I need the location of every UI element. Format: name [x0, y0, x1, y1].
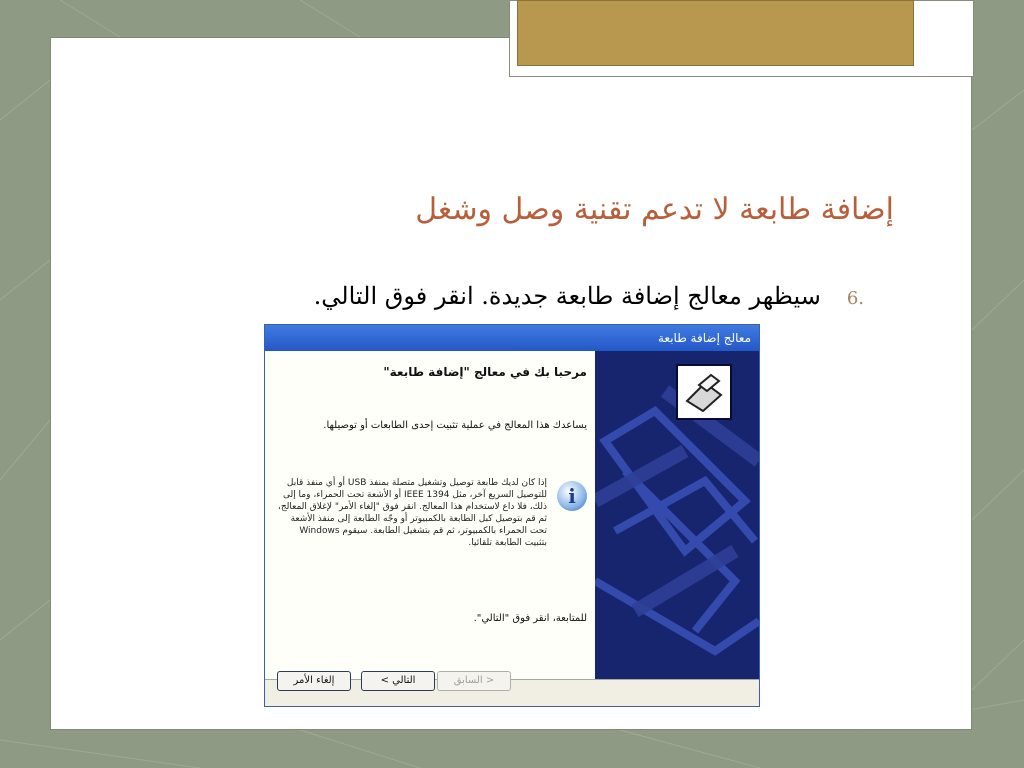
info-icon: i	[557, 481, 587, 511]
wizard-continue-text: للمتابعة، انقر فوق "التالي".	[473, 613, 587, 624]
printer-wizard-icon	[677, 365, 731, 419]
wizard-info-note: إذا كان لديك طابعة توصيل وتشغيل متصلة بمنفذ USB أو أي منفذ قابل للتوصيل السريع آخر، مثل IEEE 1394 أو الأشعة تحت الحمراء، وما إلى ذلك، فلا داع لاستخدام هذا المعالج. انقر فوق "إلغاء الأمر" لإغلاق المعالج، ثم قم بتوصيل كبل الطابعة بالكمبيوتر أو وجّه الطابعة إلى منفذ الأشعة تحت الحمراء بالكمبيوتر، ثم قم بتشغيل الطابعة. سيقوم Windows بتثبيت الطابعة تلقائيا.	[277, 478, 547, 548]
step-text: سيظهر معالج إضافة طابعة جديدة. انقر فوق التالي.	[313, 282, 821, 310]
dialog-titlebar: معالج إضافة طابعة	[265, 325, 759, 351]
slide-title: إضافة طابعة لا تدعم تقنية وصل وشغل	[415, 192, 894, 227]
wizard-welcome-heading: مرحبا بك في معالج "إضافة طابعة"	[383, 365, 587, 379]
header-tab-accent	[517, 0, 914, 66]
step-item	[120, 276, 864, 316]
dialog-content	[265, 351, 595, 679]
next-button[interactable]: التالي >	[361, 671, 435, 691]
cancel-button[interactable]: إلغاء الأمر	[277, 671, 351, 691]
add-printer-wizard-dialog	[264, 324, 760, 707]
wizard-banner-art	[595, 351, 759, 679]
back-button[interactable]: < السابق	[437, 671, 511, 691]
step-number: .6	[846, 288, 864, 309]
wizard-intro-text: يساعدك هذا المعالج في عملية تثبيت إحدى الطابعات أو توصيلها.	[323, 420, 587, 431]
wizard-banner	[595, 351, 759, 679]
